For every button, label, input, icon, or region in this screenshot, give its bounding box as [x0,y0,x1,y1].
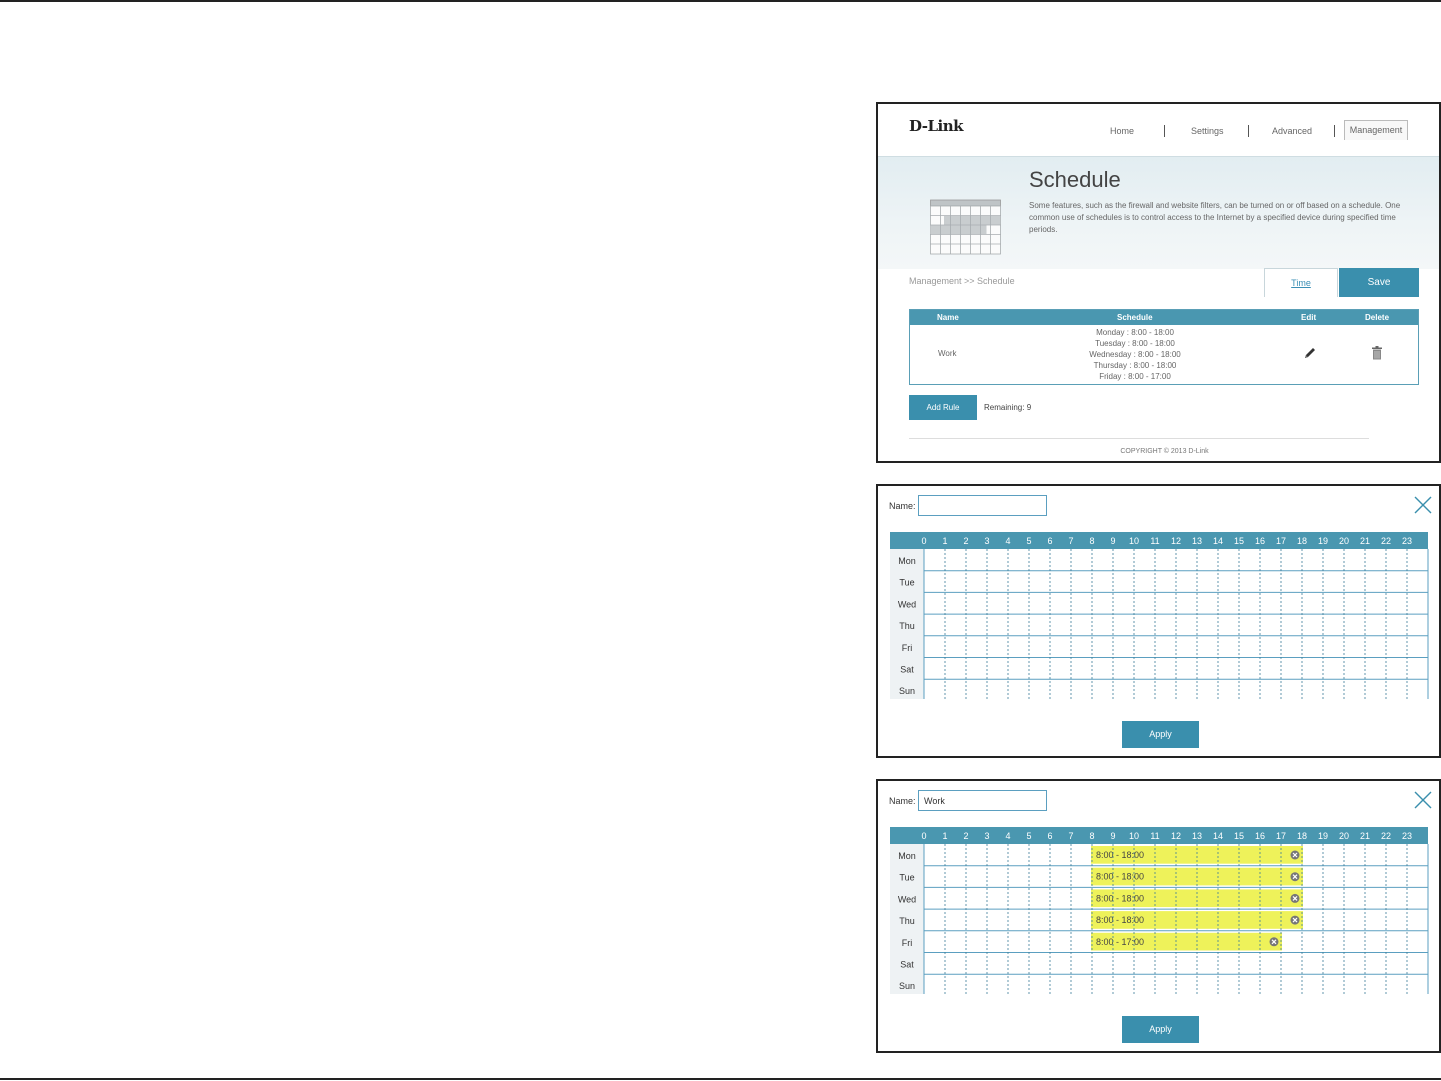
day-label: Mon [898,556,916,566]
hour-label: 1 [942,536,948,546]
apply-button[interactable]: Apply [1122,1016,1199,1043]
name-label: Name: [889,501,916,511]
hour-label: 2 [963,536,969,546]
hour-label: 10 [1128,536,1140,546]
page-bottom-rule [0,1078,1441,1080]
hour-label: 13 [1191,536,1203,546]
trash-icon[interactable] [1371,346,1383,360]
hour-label: 23 [1401,831,1413,841]
day-label: Sat [900,664,914,675]
hour-label: 19 [1317,831,1329,841]
day-label: Thu [899,621,915,632]
dlink-logo: D-Link [909,117,964,135]
schedule-line: Tuesday : 8:00 - 18:00 [1095,339,1175,348]
day-label: Sun [898,981,916,992]
hour-label: 6 [1047,831,1053,841]
table-row [910,325,1418,384]
page-banner [878,156,1439,269]
day-label: Tue [899,872,915,883]
remaining-count: Remaining: 9 [984,403,1032,412]
schedule-line: Monday : 8:00 - 18:00 [1096,328,1174,337]
hour-label: 3 [984,536,990,546]
add-rule-button[interactable]: Add Rule [909,395,977,420]
day-label: Thu [899,916,915,927]
close-icon[interactable] [1413,495,1433,515]
save-button[interactable]: Save [1339,268,1419,297]
hour-label: 6 [1047,536,1053,546]
hour-label: 21 [1359,536,1371,546]
hour-label: 9 [1110,536,1116,546]
page-description: Some features, such as the firewall and website filters, can be turned on or off based on a schedule. One common use of schedules is to control access to the Internet by a specified device during specified time periods. [1029,201,1401,234]
name-label: Name: [889,796,916,806]
hour-label: 21 [1359,831,1371,841]
hour-label: 8 [1089,536,1095,546]
schedule-editor-empty [876,484,1441,758]
schedule-line: Thursday : 8:00 - 18:00 [1093,361,1177,370]
hour-label: 8 [1089,831,1095,841]
hour-label: 0 [921,536,927,546]
hour-label: 16 [1254,536,1266,546]
day-label: Sun [898,686,916,697]
hour-label: 15 [1233,536,1245,546]
schedule-grid[interactable] [890,532,1432,699]
hour-label: 11 [1150,536,1160,546]
hour-label: 15 [1233,831,1245,841]
hour-label: 18 [1296,831,1308,841]
copyright: COPYRIGHT © 2013 D-Link [1120,448,1209,455]
remove-block-icon[interactable] [1291,851,1300,860]
hour-label: 12 [1170,536,1182,546]
hour-label: 14 [1212,536,1224,546]
nav-separator [1334,125,1335,137]
footer-divider [909,438,1369,439]
pencil-icon[interactable] [1303,346,1317,360]
hour-label: 5 [1026,536,1032,546]
day-label: Sat [900,959,914,970]
hour-label: 22 [1380,831,1392,841]
hour-label: 23 [1401,536,1413,546]
hour-label: 14 [1212,831,1224,841]
time-link[interactable]: Time [1264,268,1338,297]
nav-separator [1164,125,1165,137]
hour-label: 2 [963,831,969,841]
hour-label: 20 [1338,831,1350,841]
page-top-rule [0,0,1441,2]
hour-label: 12 [1170,831,1182,841]
remove-block-icon[interactable] [1291,894,1300,903]
header-name: Name [937,313,959,322]
schedule-block-label: 8:00 - 18:00 [1096,915,1145,926]
schedule-block-label: 8:00 - 17:00 [1096,936,1145,947]
schedule-line: Wednesday : 8:00 - 18:00 [1089,350,1181,359]
breadcrumb: Management >> Schedule [909,276,1015,286]
hour-label: 13 [1191,831,1203,841]
hour-label: 5 [1026,831,1032,841]
hour-label: 1 [942,831,948,841]
day-label: Wed [897,894,917,905]
name-input[interactable] [918,495,1047,516]
page-title: Schedule [1029,167,1121,192]
header-delete: Delete [1365,313,1390,322]
hour-label: 9 [1110,831,1116,841]
day-label: Fri [901,642,913,653]
hour-label: 19 [1317,536,1329,546]
nav-separator [1248,125,1249,137]
hour-label: 4 [1005,536,1011,546]
header-edit: Edit [1301,313,1317,322]
hour-label: 10 [1128,831,1140,841]
hour-label: 7 [1068,831,1074,841]
schedule-editor-filled [876,779,1441,1053]
name-input[interactable] [918,790,1047,811]
remove-block-icon[interactable] [1291,916,1300,925]
hour-label: 18 [1296,536,1308,546]
apply-button[interactable]: Apply [1122,721,1199,748]
hour-label: 4 [1005,831,1011,841]
hour-label: 11 [1150,831,1160,841]
schedule-block-label: 8:00 - 18:00 [1096,893,1145,904]
schedule-rules-table [909,309,1419,385]
hour-label: 3 [984,831,990,841]
header-schedule: Schedule [1117,313,1153,322]
day-label: Fri [901,937,913,948]
day-label: Wed [897,599,917,610]
hour-label: 22 [1380,536,1392,546]
close-icon[interactable] [1413,790,1433,810]
hour-label: 7 [1068,536,1074,546]
schedule-block-label: 8:00 - 18:00 [1096,850,1145,860]
hour-label: 16 [1254,831,1266,841]
hour-label: 20 [1338,536,1350,546]
rule-schedule [1030,327,1240,382]
remove-block-icon[interactable] [1291,872,1300,881]
schedule-block-label: 8:00 - 18:00 [1096,871,1145,882]
schedule-grid[interactable] [890,827,1432,994]
hour-label: 0 [921,831,927,841]
day-label: Tue [899,577,915,588]
header: D-Link Home Settings Advanced Management [878,104,1439,156]
table-header [910,310,1418,325]
remove-block-icon[interactable] [1270,937,1279,946]
nav-management-tab[interactable]: Management [1344,120,1408,140]
schedule-page-screenshot [876,102,1441,463]
schedule-line: Friday : 8:00 - 17:00 [1099,372,1171,381]
hour-label: 17 [1275,536,1287,546]
day-label: Mon [898,851,916,861]
rule-name: Work [938,349,957,358]
hour-label: 17 [1275,831,1287,841]
calendar-icon [930,198,1002,256]
